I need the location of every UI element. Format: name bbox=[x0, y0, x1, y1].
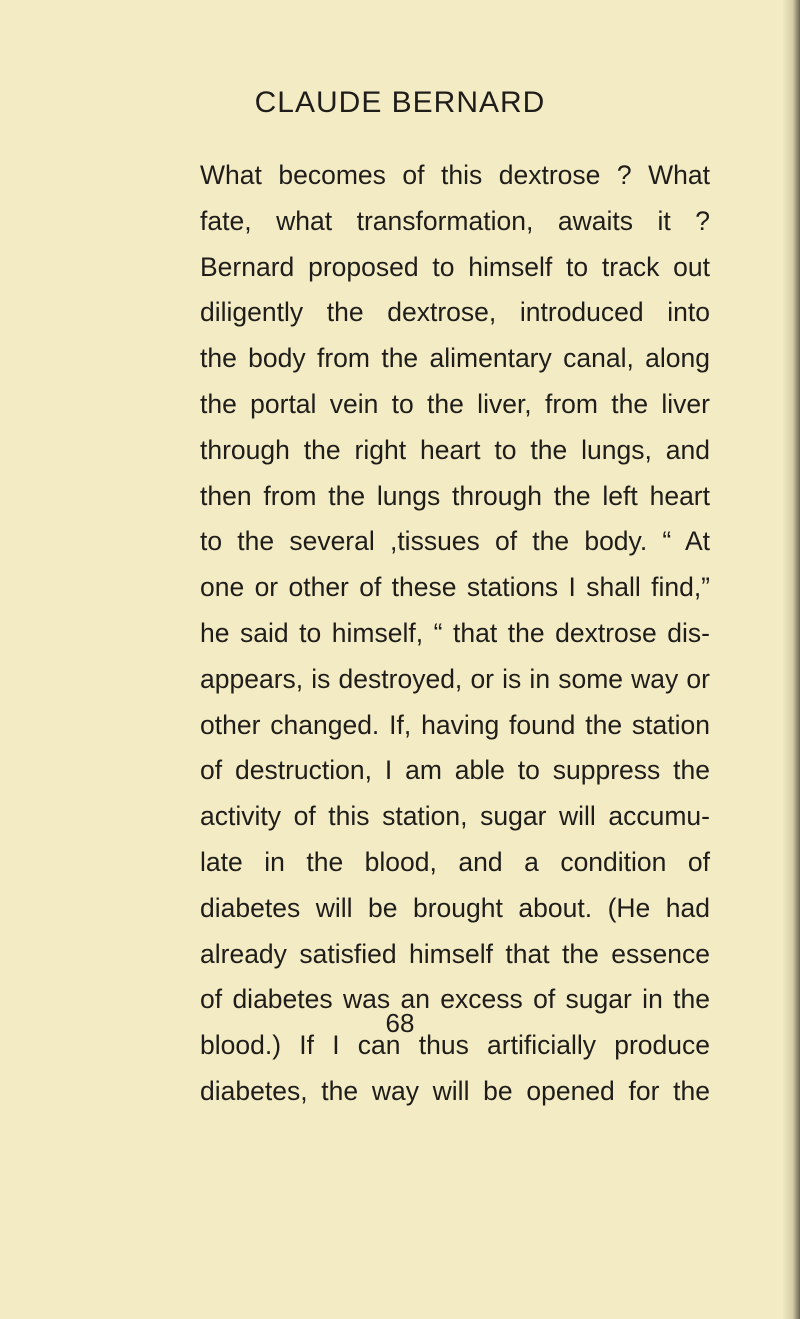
text-line: the portal vein to the liver, from the liver bbox=[200, 388, 710, 419]
text-line: appears, is destroyed, or is in some way or bbox=[200, 663, 710, 694]
body-text bbox=[200, 153, 710, 1115]
text-line: other changed. If, having found the station bbox=[200, 709, 710, 740]
text-line: diligently the dextrose, introduced into bbox=[200, 297, 710, 328]
page-number: 68 bbox=[385, 1008, 415, 1038]
text-line: already satisfied himself that the essence bbox=[200, 938, 710, 969]
text-line: late in the blood, and a condition of bbox=[200, 846, 710, 877]
text-line: then from the lungs through the left heart bbox=[200, 480, 710, 511]
text-line: the body from the alimentary canal, along bbox=[200, 343, 710, 374]
text-line: diabetes will be brought about. (He had bbox=[200, 892, 710, 923]
text-line: What becomes of this dextrose ? What bbox=[200, 160, 710, 190]
text-line: activity of this station, sugar will accumu- bbox=[200, 801, 710, 832]
text-line: Bernard proposed to himself to track out bbox=[200, 251, 710, 282]
text-line: diabetes, the way will be opened for the bbox=[200, 1075, 710, 1106]
text-line: of destruction, I am able to suppress the bbox=[200, 755, 710, 786]
text-line: to the several ,tissues of the body. “ At bbox=[200, 526, 710, 557]
running-head: CLAUDE BERNARD bbox=[254, 86, 546, 119]
text-line: he said to himself, “ that the dextrose dis- bbox=[200, 617, 710, 648]
page-edge-shadow bbox=[782, 0, 800, 1319]
text-line: fate, what transformation, awaits it ? bbox=[200, 205, 710, 236]
text-line: of diabetes was an excess of sugar in the bbox=[200, 984, 710, 1015]
text-line: blood.) If I can thus artificially produce bbox=[200, 1030, 710, 1061]
text-line: one or other of these stations I shall find,” bbox=[200, 572, 710, 603]
text-line: through the right heart to the lungs, and bbox=[200, 434, 710, 465]
